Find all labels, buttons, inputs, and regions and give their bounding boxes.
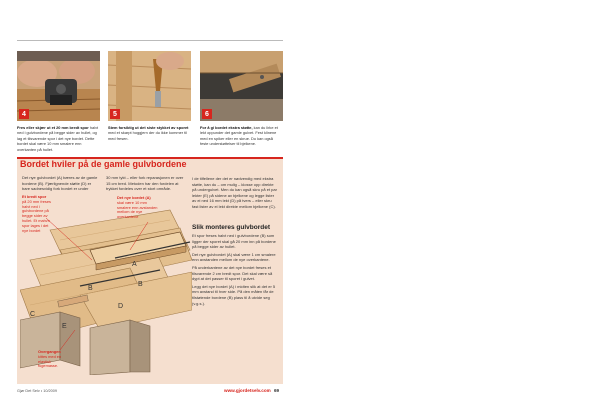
footer-url[interactable]: www.gjordetselv.com xyxy=(224,388,271,393)
page-number: 69 xyxy=(274,388,280,393)
callout-transition: Overgangen kittes med en elastisk fugemasse. xyxy=(38,349,62,369)
label-c: C xyxy=(30,311,36,318)
photo-chisel xyxy=(108,51,191,121)
label-a: A xyxy=(132,261,137,268)
label-d: D xyxy=(118,303,124,310)
footer-issue: Gjør Det Selv • 10/2009 xyxy=(17,389,57,393)
label-b2: B xyxy=(88,285,93,292)
callout-new-board: Det nye bordet (A) skal være 10 mm smalere enn avstanden mellom de nye overkantene xyxy=(117,195,158,220)
photo-caption: Stem forsiktig ut det siste stykket av sporet med et skarpt hoggjern der du ikke kommer til med fresen. xyxy=(108,125,189,141)
section-heading: Slik monteres gulvbordet xyxy=(192,224,271,231)
step-number-badge: 4 xyxy=(19,109,29,119)
body-text: Et spor freses halvt ned i gulvbordene (B) som ligger der sporet skal gå 20 mm inn på bordene på begge sider av hullet. Det nye gulvbordet (A) skal være 1 cm smalere enn avstanden mellom de nye overkantene. På underkantene av det nye bordet freses et tilsvarende 2 cm bredt spor. Det skal være så dypt at det passer til sporet i gulvet. Legg det nye bordet (A) i midten slik at det er 5 mm avstand til hver side. På den måten får de tilstøtende bordene (B) plass til å utvide seg (v.g.s.). xyxy=(192,233,276,306)
step-number-badge: 5 xyxy=(110,109,120,119)
photo-caption: Fres eller skjær ut et 20 mm bredt spor halvt ned i gulvbordene på begge sider av hullet, og lag et tilsvarende spor i det nye bordet. Dette bordet skal være 10 mm smalere enn overkanten på hullet. xyxy=(17,125,99,152)
callout-groove: Et bredt spor på 20 mm freses halvt ned i gulvbordene på begge sider av hullet. Et mahvn spor lages i det nye bordet xyxy=(22,194,51,233)
photo-support-batten xyxy=(200,51,283,121)
intro-text: I de tilfellene der det er nødvendig med ekstra støtte, kan du – om mulig – klosse opp direkte på undergulvet. Men du kan også skru på et par lekter (E) på sidene av bjelkene og legge lister av ei ned 16 mm lekt (D) på tvers – eller skru fast lister av ei lekt direkte mellom bjelkene (C). xyxy=(192,176,277,209)
top-rule xyxy=(17,40,283,41)
panel-title: Bordet hviler på de gamle gulvbordene xyxy=(20,159,187,169)
label-b: B xyxy=(138,281,143,288)
photo-routing xyxy=(17,51,100,121)
label-e: E xyxy=(62,323,67,330)
photo-caption: For å gi bordet ekstra støtte, kan du lirke et lekt oppunder det gamle gulvet. Fest klinene med en spiker eller en skrue. Du kan også feste understøttelser til bjelkene. xyxy=(200,125,278,147)
intro-text: 30 mm tykt – eller fork reparasjonen er over 15 cm bred. Metoden har den fordelen at trykket fordeles over et stort område. xyxy=(106,175,184,192)
intro-text: Det nye gulvbordet (A) bæres av de gamle bordene (B). Fjærlignende støtte (D) er bare sadnesvidig fork bordet er under xyxy=(22,175,98,192)
step-number-badge: 6 xyxy=(202,109,212,119)
